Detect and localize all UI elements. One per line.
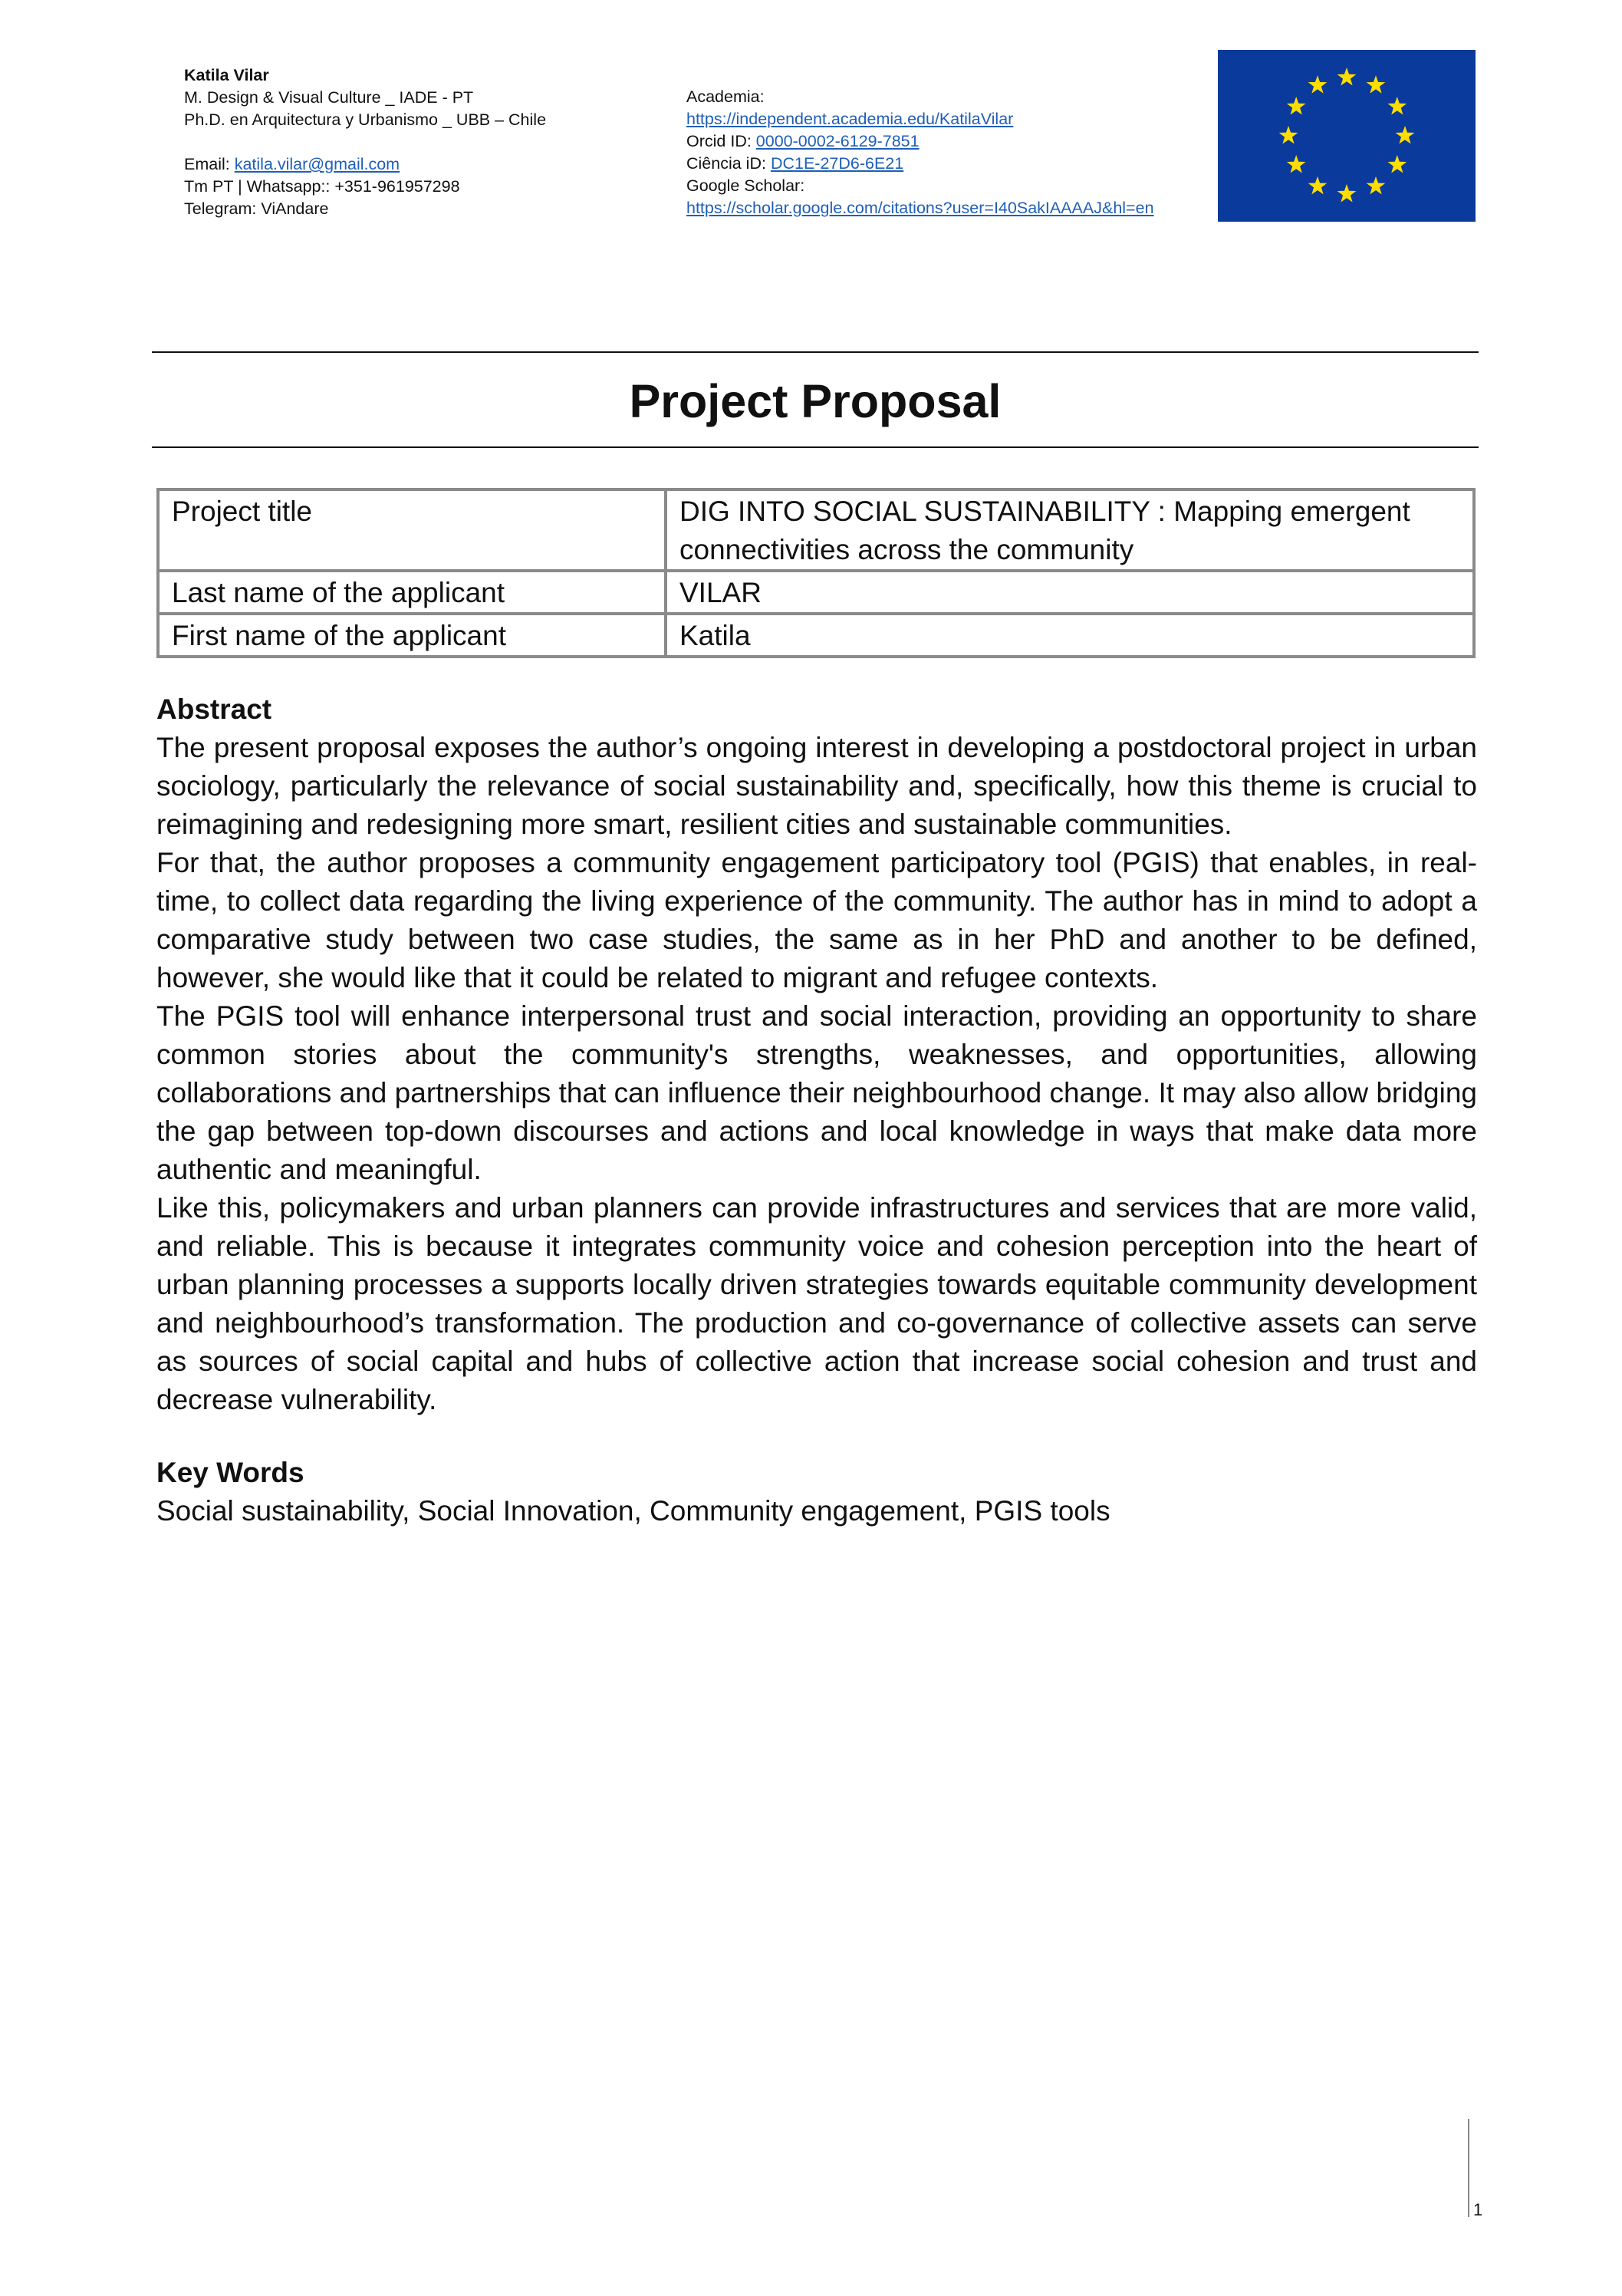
author-contact-block xyxy=(184,64,629,220)
orcid-line xyxy=(686,130,1177,153)
degree-phd: Ph.D. en Arquitectura y Urbanismo _ UBB – Chile xyxy=(184,110,547,129)
page-number: 1 xyxy=(1473,2200,1483,2219)
ciencia-label: Ciência iD: xyxy=(686,154,771,173)
eu-flag-stars xyxy=(1218,50,1476,222)
degree-masters: M. Design & Visual Culture _ IADE - PT xyxy=(184,88,474,107)
flag-star-icon xyxy=(1367,75,1386,94)
table-cell-value: DIG INTO SOCIAL SUSTAINABILITY : Mapping emergent connectivities across the community xyxy=(666,489,1474,571)
telegram-line: Telegram: ViAndare xyxy=(184,199,329,218)
abstract-heading: Abstract xyxy=(156,693,272,725)
orcid-link[interactable]: 0000-0002-6129-7851 xyxy=(755,132,920,150)
email-label: Email: xyxy=(184,155,235,173)
academia-label: Academia: xyxy=(686,87,765,106)
flag-star-icon xyxy=(1279,126,1298,144)
orcid-label: Orcid ID: xyxy=(686,132,756,150)
scholar-label: Google Scholar: xyxy=(686,176,805,195)
flag-star-icon xyxy=(1387,155,1407,173)
table-row xyxy=(158,571,1474,614)
table-cell-value: VILAR xyxy=(666,571,1474,614)
email-link[interactable]: katila.vilar@gmail.com xyxy=(234,155,400,173)
flag-star-icon xyxy=(1287,97,1306,115)
author-name: Katila Vilar xyxy=(184,66,269,84)
table-row xyxy=(158,489,1474,571)
keywords-heading: Key Words xyxy=(156,1457,304,1488)
flag-star-icon xyxy=(1308,176,1328,195)
keywords-text: Social sustainability, Social Innovation, Community engagement, PGIS tools xyxy=(156,1495,1110,1527)
project-info-table xyxy=(156,488,1476,658)
flag-star-icon xyxy=(1387,97,1407,115)
academic-ids-block xyxy=(686,86,1177,219)
table-cell-value: Katila xyxy=(666,614,1474,657)
flag-star-icon xyxy=(1367,176,1386,195)
flag-star-icon xyxy=(1287,155,1306,173)
phone-line: Tm PT | Whatsapp:: +351-961957298 xyxy=(184,177,460,196)
flag-star-icon xyxy=(1337,68,1357,86)
academia-link[interactable]: https://independent.academia.edu/KatilaVilar xyxy=(686,110,1014,128)
abstract-paragraph: For that, the author proposes a community engagement participatory tool (PGIS) that enables, in real-time, to collect data regarding the living experience of the community. The author has in mind to adopt a comparative study between two case studies, the same as in her PhD and another to be defined, however, she would like that it could be related to migrant and refugee contexts. xyxy=(156,847,1477,993)
flag-star-icon xyxy=(1396,126,1415,144)
ciencia-link[interactable]: DC1E-27D6-6E21 xyxy=(770,154,904,173)
eu-flag-image xyxy=(1218,50,1476,222)
flag-star-icon xyxy=(1337,184,1357,203)
title-rule-bottom xyxy=(152,446,1479,448)
footer-divider xyxy=(1468,2119,1469,2217)
flag-star-icon xyxy=(1308,75,1328,94)
table-cell-label: First name of the applicant xyxy=(158,614,666,657)
email-line xyxy=(184,153,629,176)
abstract-paragraph: The PGIS tool will enhance interpersonal trust and social interaction, providing an opportunity to share common stories about the community's strengths, weaknesses, and opportunities, allowing collaborations and partnerships that can influence their neighbourhood change. It may also allow bridging the gap between top-down discourses and actions and local knowledge in ways that make data more authentic and meaningful. xyxy=(156,1000,1477,1185)
title-rule-top xyxy=(152,351,1479,353)
table-cell-label: Last name of the applicant xyxy=(158,571,666,614)
table-row xyxy=(158,614,1474,657)
page-title: Project Proposal xyxy=(629,375,1002,427)
ciencia-line xyxy=(686,153,1177,175)
table-cell-label: Project title xyxy=(158,489,666,571)
abstract-section xyxy=(156,690,1477,1419)
abstract-paragraph: Like this, policymakers and urban planners can provide infrastructures and services that are more valid, and reliable. This is because it integrates community voice and cohesion perception into the heart of urban planning processes a supports locally driven strategies towards equitable community development and neighbourhood’s transformation. The production and co-governance of collective assets can serve as sources of social capital and hubs of collective action that increase social cohesion and trust and decrease vulnerability. xyxy=(156,1192,1477,1415)
scholar-link[interactable]: https://scholar.google.com/citations?user=I40SakIAAAAJ&hl=en xyxy=(686,199,1154,217)
keywords-section xyxy=(156,1454,1477,1530)
abstract-paragraph: The present proposal exposes the author’s ongoing interest in developing a postdoctoral project in urban sociology, particularly the relevance of social sustainability and, specifically, how this theme is crucial to reimagining and redesigning more smart, resilient cities and sustainable communities. xyxy=(156,732,1477,840)
